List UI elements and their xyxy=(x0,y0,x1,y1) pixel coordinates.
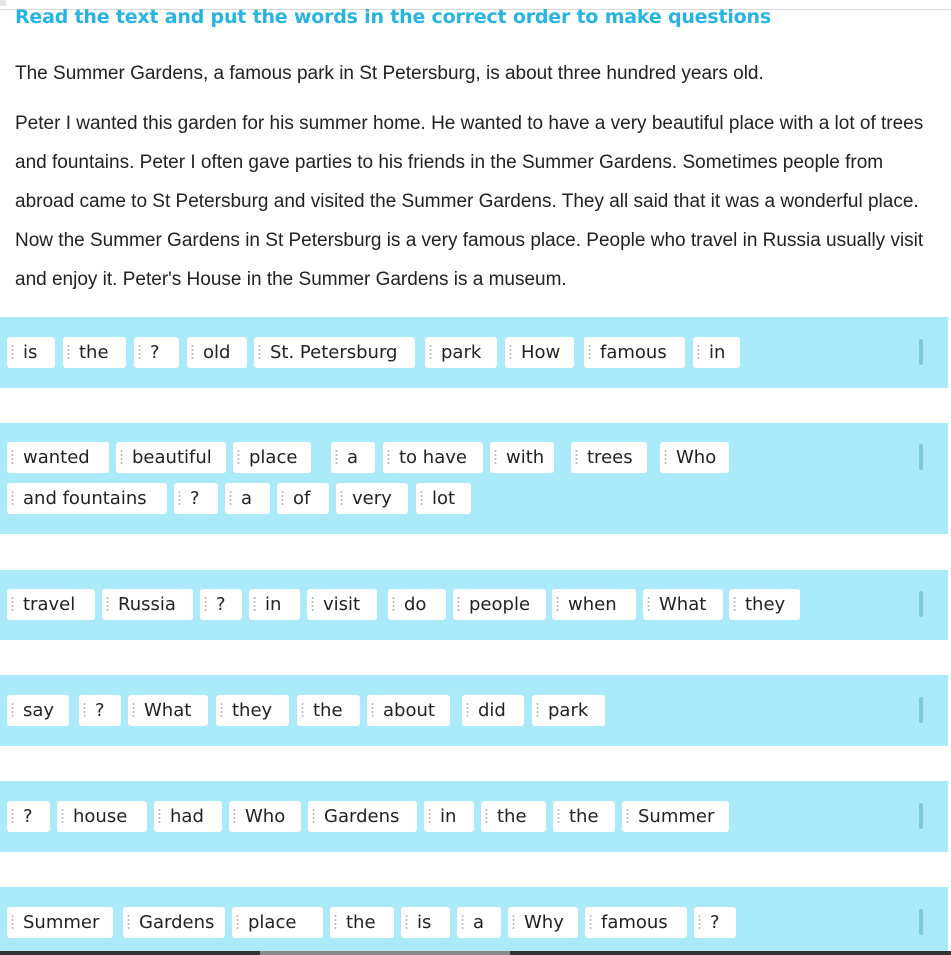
drag-handle-icon xyxy=(334,914,337,931)
drag-handle-icon xyxy=(485,808,488,825)
horizontal-scrollbar-thumb[interactable] xyxy=(260,951,510,955)
word-tile[interactable] xyxy=(508,907,578,938)
word-tile[interactable] xyxy=(187,337,247,368)
word-tile[interactable] xyxy=(7,695,69,726)
word-label: ? xyxy=(23,806,33,827)
question-row-1[interactable] xyxy=(0,317,948,388)
word-label: What xyxy=(659,594,707,615)
word-tile[interactable] xyxy=(383,442,483,473)
exercise-heading: Read the text and put the words in the correct order to make questions xyxy=(15,6,771,28)
word-label: St. Petersburg xyxy=(270,342,398,363)
word-tile[interactable] xyxy=(277,483,329,514)
word-label: the xyxy=(79,342,109,363)
word-label: wanted xyxy=(23,447,90,468)
question-row-2[interactable] xyxy=(0,423,948,534)
word-label: Why xyxy=(524,912,564,933)
word-tile[interactable] xyxy=(232,907,323,938)
word-tile[interactable] xyxy=(416,483,471,514)
word-tile[interactable] xyxy=(128,695,208,726)
word-tile[interactable] xyxy=(154,801,222,832)
word-tile[interactable] xyxy=(79,695,121,726)
drag-handle-icon xyxy=(11,449,14,466)
word-tile[interactable] xyxy=(552,589,636,620)
word-tile[interactable] xyxy=(693,337,740,368)
word-tile[interactable] xyxy=(729,589,800,620)
word-label: very xyxy=(352,488,392,509)
drag-handle-icon xyxy=(191,344,194,361)
drag-handle-icon xyxy=(536,702,539,719)
drag-handle-icon xyxy=(127,914,130,931)
word-tile[interactable] xyxy=(453,589,546,620)
drag-handle-icon xyxy=(626,808,629,825)
drag-handle-icon xyxy=(697,344,700,361)
drag-handle-icon xyxy=(428,808,431,825)
drag-handle-icon xyxy=(733,596,736,613)
drag-handle-icon xyxy=(281,490,284,507)
question-row-3[interactable] xyxy=(0,570,948,640)
question-row-6[interactable] xyxy=(0,887,948,955)
word-label: ? xyxy=(150,342,160,363)
word-label: say xyxy=(23,700,55,721)
drag-handle-icon xyxy=(253,596,256,613)
drag-handle-icon xyxy=(461,914,464,931)
drag-handle-icon xyxy=(67,344,70,361)
word-tile[interactable] xyxy=(233,442,311,473)
word-tile[interactable] xyxy=(7,442,109,473)
word-label: Gardens xyxy=(139,912,215,933)
word-label: the xyxy=(569,806,599,827)
word-tile[interactable] xyxy=(7,907,113,938)
drag-handle-icon xyxy=(371,702,374,719)
word-tile[interactable] xyxy=(7,589,95,620)
word-tile[interactable] xyxy=(694,907,736,938)
word-tile[interactable] xyxy=(102,589,193,620)
drag-handle-icon xyxy=(61,808,64,825)
word-label: the xyxy=(497,806,527,827)
word-tile[interactable] xyxy=(134,337,179,368)
word-tile[interactable] xyxy=(532,695,605,726)
drag-handle-icon xyxy=(387,449,390,466)
word-tile[interactable] xyxy=(7,801,50,832)
word-label: and fountains xyxy=(23,488,147,509)
drag-handle-icon xyxy=(106,596,109,613)
word-label: in xyxy=(440,806,457,827)
drag-handle-icon xyxy=(588,344,591,361)
word-label: is xyxy=(23,342,38,363)
drag-handle-icon xyxy=(220,702,223,719)
word-label: to have xyxy=(399,447,467,468)
drag-handle-icon xyxy=(132,702,135,719)
word-tile[interactable] xyxy=(424,801,474,832)
word-label: ? xyxy=(710,912,720,933)
word-label: a xyxy=(347,447,359,468)
word-tile[interactable] xyxy=(643,589,723,620)
word-tile[interactable] xyxy=(216,695,289,726)
word-label: about xyxy=(383,700,435,721)
word-label: of xyxy=(293,488,311,509)
drag-handle-icon xyxy=(138,344,141,361)
word-tile[interactable] xyxy=(553,801,615,832)
word-tile[interactable] xyxy=(7,483,167,514)
word-label: famous xyxy=(600,342,667,363)
drag-handle-icon xyxy=(11,914,14,931)
drag-handle-icon xyxy=(647,596,650,613)
word-tile[interactable] xyxy=(225,483,270,514)
drag-handle-icon xyxy=(466,702,469,719)
word-label: What xyxy=(144,700,192,721)
word-tile[interactable] xyxy=(571,442,647,473)
word-label: lot xyxy=(432,488,456,509)
word-label: in xyxy=(265,594,282,615)
drag-handle-icon xyxy=(556,596,559,613)
word-label: had xyxy=(170,806,204,827)
drag-handle-icon xyxy=(312,808,315,825)
drag-handle-icon xyxy=(575,449,578,466)
drag-handle-icon xyxy=(420,490,423,507)
drag-handle-icon xyxy=(11,702,14,719)
word-tile[interactable] xyxy=(249,589,300,620)
word-label: they xyxy=(745,594,786,615)
page-corner xyxy=(0,0,6,6)
word-tile[interactable] xyxy=(622,801,729,832)
text-paragraph-1: The Summer Gardens, a famous park in St Petersburg, is about three hundred years old. xyxy=(15,63,764,84)
drag-handle-icon xyxy=(236,914,239,931)
word-label: in xyxy=(709,342,726,363)
word-label: the xyxy=(346,912,376,933)
word-tile[interactable] xyxy=(7,337,55,368)
drag-handle-icon xyxy=(335,449,338,466)
word-label: old xyxy=(203,342,231,363)
drag-handle-icon xyxy=(120,449,123,466)
word-label: park xyxy=(548,700,589,721)
drag-handle-icon xyxy=(429,344,432,361)
word-label: Who xyxy=(676,447,717,468)
word-label: famous xyxy=(601,912,668,933)
word-label: a xyxy=(241,488,253,509)
word-label: travel xyxy=(23,594,76,615)
word-label: park xyxy=(441,342,482,363)
drag-handle-icon xyxy=(83,702,86,719)
word-label: the xyxy=(313,700,343,721)
drag-handle-icon xyxy=(392,596,395,613)
word-label: beautiful xyxy=(132,447,212,468)
drag-handle-icon xyxy=(589,914,592,931)
word-tile[interactable] xyxy=(457,907,501,938)
drag-handle-icon xyxy=(494,449,497,466)
drag-handle-icon xyxy=(512,914,515,931)
word-tile[interactable] xyxy=(123,907,225,938)
word-tile[interactable] xyxy=(505,337,574,368)
word-tile[interactable] xyxy=(462,695,524,726)
word-label: ? xyxy=(95,700,105,721)
row-scroll-handle[interactable] xyxy=(919,339,923,365)
word-label: visit xyxy=(323,594,361,615)
question-row-5[interactable] xyxy=(0,781,948,852)
word-label: How xyxy=(521,342,561,363)
word-tile[interactable] xyxy=(116,442,226,473)
row-scroll-handle[interactable] xyxy=(919,803,923,829)
word-tile[interactable] xyxy=(331,442,375,473)
word-label: people xyxy=(469,594,531,615)
word-tile[interactable] xyxy=(330,907,394,938)
drag-handle-icon xyxy=(11,490,14,507)
word-tile[interactable] xyxy=(57,801,147,832)
word-tile[interactable] xyxy=(307,589,377,620)
word-label: Summer xyxy=(638,806,715,827)
word-tile[interactable] xyxy=(481,801,546,832)
word-label: ? xyxy=(216,594,226,615)
drag-handle-icon xyxy=(301,702,304,719)
word-label: do xyxy=(404,594,427,615)
word-label: place xyxy=(248,912,297,933)
word-tile[interactable] xyxy=(388,589,446,620)
word-label: when xyxy=(568,594,617,615)
word-tile[interactable] xyxy=(254,337,415,368)
word-tile[interactable] xyxy=(308,801,417,832)
word-tile[interactable] xyxy=(584,337,685,368)
word-tile[interactable] xyxy=(660,442,729,473)
word-label: Who xyxy=(245,806,286,827)
row-scroll-handle[interactable] xyxy=(919,444,923,470)
drag-handle-icon xyxy=(11,808,14,825)
word-label: did xyxy=(478,700,506,721)
word-label: Gardens xyxy=(324,806,400,827)
drag-handle-icon xyxy=(457,596,460,613)
word-label: a xyxy=(473,912,485,933)
drag-handle-icon xyxy=(178,490,181,507)
drag-handle-icon xyxy=(229,490,232,507)
word-tile[interactable] xyxy=(297,695,360,726)
word-label: ? xyxy=(190,488,200,509)
drag-handle-icon xyxy=(664,449,667,466)
drag-handle-icon xyxy=(698,914,701,931)
word-label: place xyxy=(249,447,298,468)
word-tile[interactable] xyxy=(367,695,450,726)
row-scroll-handle[interactable] xyxy=(919,909,923,935)
drag-handle-icon xyxy=(340,490,343,507)
drag-handle-icon xyxy=(11,344,14,361)
word-label: Summer xyxy=(23,912,100,933)
word-label: trees xyxy=(587,447,633,468)
question-row-4[interactable] xyxy=(0,675,948,746)
word-tile[interactable] xyxy=(200,589,242,620)
text-paragraph-2: Peter I wanted this garden for his summer home. He wanted to have a very beautiful place with a lot of trees and fountains. Peter I often gave parties to his friends in the Summer Gardens. Sometimes people from abroad came to St Petersburg and visited the Summer Gardens. They all said that it was a wonderful place. Now the Summer Gardens in St Petersburg is a very famous place. People who travel in Russia usually visit and enjoy it. Peter's House in the Summer Gardens is a museum. xyxy=(15,113,924,290)
row-scroll-handle[interactable] xyxy=(919,697,923,723)
drag-handle-icon xyxy=(237,449,240,466)
word-tile[interactable] xyxy=(490,442,554,473)
word-tile[interactable] xyxy=(63,337,126,368)
word-label: is xyxy=(417,912,432,933)
drag-handle-icon xyxy=(557,808,560,825)
drag-handle-icon xyxy=(509,344,512,361)
drag-handle-icon xyxy=(158,808,161,825)
word-tile[interactable] xyxy=(425,337,497,368)
word-tile[interactable] xyxy=(336,483,408,514)
drag-handle-icon xyxy=(405,914,408,931)
word-label: they xyxy=(232,700,273,721)
word-tile[interactable] xyxy=(174,483,218,514)
drag-handle-icon xyxy=(204,596,207,613)
drag-handle-icon xyxy=(258,344,261,361)
drag-handle-icon xyxy=(233,808,236,825)
drag-handle-icon xyxy=(11,596,14,613)
word-tile[interactable] xyxy=(401,907,450,938)
drag-handle-icon xyxy=(311,596,314,613)
word-label: house xyxy=(73,806,128,827)
word-label: with xyxy=(506,447,545,468)
word-tile[interactable] xyxy=(229,801,301,832)
word-label: Russia xyxy=(118,594,176,615)
word-tile[interactable] xyxy=(585,907,687,938)
row-scroll-handle[interactable] xyxy=(919,591,923,617)
